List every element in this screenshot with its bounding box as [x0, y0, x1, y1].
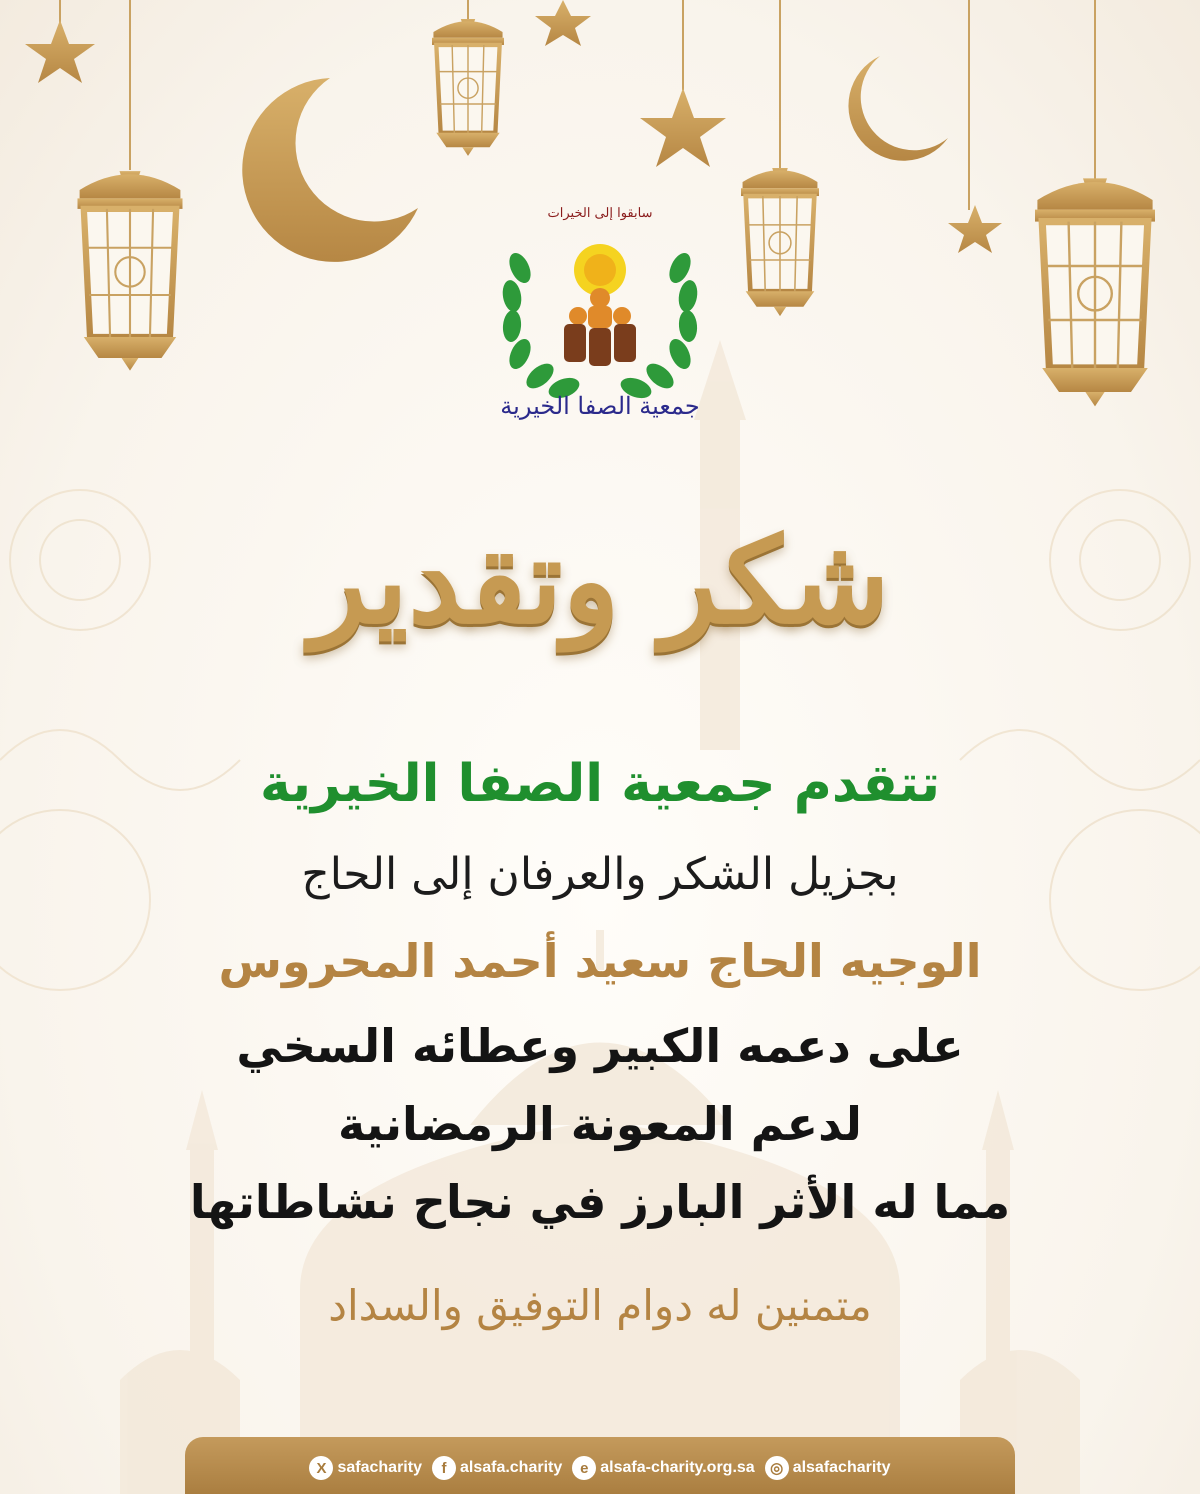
message-line-honoree: الوجيه الحاج سعيد أحمد المحروس [218, 934, 982, 988]
message-line-wishes: متمنين له دوام التوفيق والسداد [328, 1281, 872, 1330]
website-address: alsafa-charity.org.sa [600, 1459, 755, 1476]
social-link-instagram[interactable] [765, 1456, 891, 1480]
thanks-calligraphy-text: شكر وتقدير [310, 510, 890, 650]
website-icon: e [572, 1456, 596, 1480]
message-line-gratitude: بجزيل الشكر والعرفان إلى الحاج [301, 849, 899, 900]
thanks-calligraphy [300, 470, 900, 690]
social-link-facebook[interactable] [432, 1456, 562, 1480]
message-line-impact: مما له الأثر البارز في نجاح نشاطاتها [189, 1175, 1011, 1229]
instagram-icon: ◎ [765, 1456, 789, 1480]
x-icon: X [309, 1456, 333, 1480]
social-footer-bar [185, 1437, 1015, 1494]
social-link-x[interactable] [309, 1456, 422, 1480]
facebook-handle: alsafa.charity [459, 1459, 563, 1476]
social-link-website[interactable] [572, 1456, 754, 1480]
message-line-support: على دعمه الكبير وعطائه السخي [236, 1019, 964, 1073]
logo-motto: سابقوا إلى الخيرات [547, 206, 653, 221]
logo-organization-name: جمعية الصفا الخيرية [500, 392, 700, 420]
message-line-ramadan-aid: لدعم المعونة الرمضانية [338, 1097, 862, 1151]
facebook-icon: f [432, 1456, 456, 1480]
x-handle: safacharity [337, 1459, 422, 1476]
instagram-handle: alsafacharity [792, 1459, 891, 1476]
message-line-organization: تتقدم جمعية الصفا الخيرية [259, 754, 941, 814]
